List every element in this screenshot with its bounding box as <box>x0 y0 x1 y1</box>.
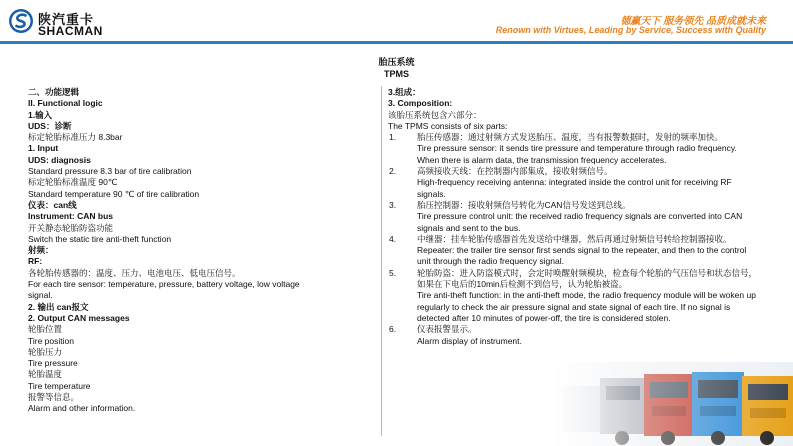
page-header <box>0 0 793 44</box>
title-en: TPMS <box>383 69 409 79</box>
output-item: 轮胎压力 <box>28 346 63 357</box>
sensor-cn: 各轮胎传感器的：温度、压力、电池电压、低电压信号。 <box>28 267 241 278</box>
trucks-image <box>552 362 793 446</box>
composition-heading-cn: 3.组成： <box>388 87 421 97</box>
item-text-en: Tire anti-theft function: in the anti-theft mode, the radio frequency module will be woken up regularly to check the air pressure signal and state signal of each tire. If no signal is detected after 10 minutes of power-off, the tire is considered stolen. <box>417 290 756 323</box>
item-number: 4. <box>389 233 397 244</box>
section-heading-en: II. Functional logic <box>28 98 103 109</box>
std-pressure-cn: 标定轮胎标准压力 8.3bar <box>28 132 123 143</box>
slogan-en: Renown with Virtues, Leading by Service, Success with Quality <box>495 25 766 35</box>
item-text-en: Repeater: the trailer tire sensor first sends signal to the repeater, and then to the control unit through the radio frequency signal. <box>417 245 747 267</box>
item-text-cn: 胎压控制器：接收射频信号转化为CAN信号发送到总线。 <box>417 199 631 210</box>
component-item <box>388 166 760 200</box>
input-heading-cn: 1.输入 <box>28 109 53 120</box>
uds-heading-en: UDS: diagnosis <box>28 154 91 165</box>
instrument-heading-cn: 仪表：can线 <box>28 199 77 210</box>
std-temp-cn: 标定轮胎标准温度 90℃ <box>28 177 118 188</box>
instrument-heading-en: Instrument: CAN bus <box>28 211 113 222</box>
output-item: Alarm and other information. <box>28 403 136 414</box>
item-number: 2. <box>389 166 397 177</box>
composition-heading-en: 3. Composition: <box>388 98 453 109</box>
item-text-cn: 中继器：挂车轮胎传感器首先发送给中继器，然后再通过射频信号转给控制器接收。 <box>417 233 732 244</box>
component-item <box>388 268 760 324</box>
output-item: Tire position <box>28 335 74 346</box>
item-text-en: Alarm display of instrument. <box>417 335 522 346</box>
page-title <box>0 56 793 80</box>
left-column <box>28 87 368 415</box>
output-heading-cn: 2. 输出 can报文 <box>28 301 89 312</box>
slogan-cn: 德赢天下 服务领先 品质成就未来 <box>620 16 766 27</box>
uds-heading-cn: UDS：诊断 <box>28 120 72 131</box>
item-text-cn: 仪表报警显示。 <box>417 324 477 335</box>
sensor-en-line1: For each tire sensor: temperature, pressure, battery voltage, low voltage <box>28 279 300 290</box>
brand-name-en: SHACMAN <box>38 24 103 38</box>
component-item <box>388 200 760 234</box>
rf-heading-en: RF: <box>28 256 43 267</box>
output-item: 报警等信息。 <box>28 392 80 403</box>
title-cn: 胎压系统 <box>378 57 415 67</box>
header-rule <box>0 41 793 44</box>
shacman-logo-icon <box>8 8 34 34</box>
item-text-cn: 轮胎防盗：进入防盗模式时，会定时唤醒射频模块，检查每个轮胎的气压信号和状态信号，如果在下电后的10min后检测不到信号，认为轮胎被盗。 <box>417 267 758 290</box>
column-divider <box>381 86 382 436</box>
section-heading-cn: 二、功能逻辑 <box>28 87 80 97</box>
output-item: 轮胎温度 <box>28 369 63 380</box>
component-item <box>388 234 760 268</box>
right-column <box>388 87 760 347</box>
item-number: 3. <box>389 199 397 210</box>
composition-intro-cn: 该胎压系统包含六部分： <box>388 109 482 120</box>
std-pressure-en: Standard pressure 8.3 bar of tire calibration <box>28 166 192 177</box>
input-heading-en: 1. Input <box>28 143 59 154</box>
antitheft-cn: 开关静态轮胎防盗功能 <box>28 222 114 233</box>
component-item <box>388 324 760 347</box>
sensor-en-line2: signal. <box>28 290 53 301</box>
item-number: 1. <box>389 132 397 143</box>
item-text-cn: 高频接收天线：在控制器内部集成，接收射频信号。 <box>417 166 613 177</box>
output-item: Tire pressure <box>28 358 78 369</box>
item-text-en: Tire pressure sensor: it sends tire pressure and temperature through radio frequency. When there is alarm data, the transmission frequency accelerates. <box>417 143 737 165</box>
output-item: 轮胎位置 <box>28 324 63 335</box>
rf-heading-cn: 射频： <box>28 245 54 256</box>
item-number: 6. <box>389 324 397 335</box>
component-item <box>388 132 760 166</box>
std-temp-en: Standard temperature 90 ℃ of tire calibration <box>28 188 200 199</box>
item-text-en: High-frequency receiving antenna: integrated inside the control unit for receiving RF signals. <box>417 177 732 199</box>
antitheft-en: Switch the static tire anti-theft function <box>28 233 172 244</box>
item-number: 5. <box>389 267 397 278</box>
item-text-en: Tire pressure control unit: the received radio frequency signals are converted into CAN signals and sent to the bus. <box>417 211 743 233</box>
output-item: Tire temperature <box>28 380 91 391</box>
output-heading-en: 2. Output CAN messages <box>28 312 130 323</box>
item-text-cn: 胎压传感器：通过射频方式发送胎压、温度，当有报警数据时，发射的频率加快。 <box>417 132 724 143</box>
brand-name-cn: 陕汽重卡 <box>38 12 95 27</box>
composition-intro-en: The TPMS consists of six parts: <box>388 120 508 131</box>
